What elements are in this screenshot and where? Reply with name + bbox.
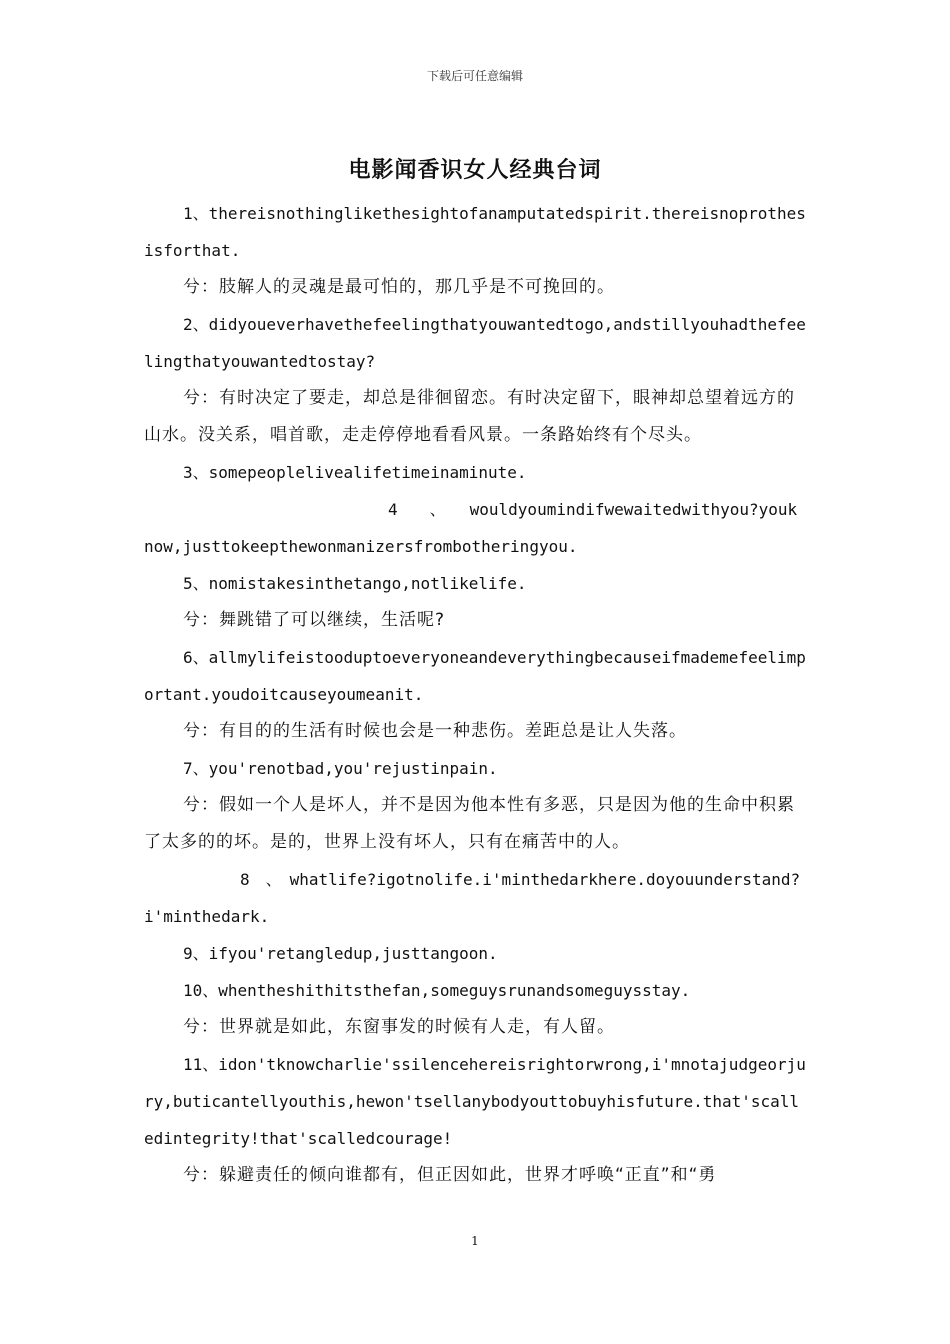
quote-6-zh: 兮：有目的的生活有时候也会是一种悲伤。差距总是让人失落。 xyxy=(183,721,687,741)
quote-6-en: 6、allmylifeistooduptoeveryoneandeverythingbecauseifmademefeelimportant.youdoitcauseyoumeanit. xyxy=(144,648,806,704)
quote-2-en: 2、didyoueverhavethefeelingthatyouwantedtogo,andstillyouhadthefeelingthatyouwantedtostay? xyxy=(144,315,806,371)
page-number: 1 xyxy=(471,1234,479,1248)
quote-3-en: 3、somepeoplelivealifetimeinaminute. xyxy=(183,463,527,482)
quote-5-en: 5、nomistakesinthetango,notlikelife. xyxy=(183,574,527,593)
quote-1-zh: 兮：肢解人的灵魂是最可怕的，那几乎是不可挽回的。 xyxy=(183,277,615,297)
quote-11-zh: 兮：躲避责任的倾向谁都有，但正因如此，世界才呼唤“正直”和“勇 xyxy=(183,1165,717,1185)
quote-1-en: 1、thereisnothinglikethesightofanamputatedspirit.thereisnoprothesisforthat. xyxy=(144,204,806,260)
quote-2-zh: 兮：有时决定了要走，却总是徘徊留恋。有时决定留下，眼神却总望着远方的山水。没关系，唱首歌，走走停停地看看风景。一条路始终有个尽头。 xyxy=(144,388,795,445)
quote-7-en: 7、you'renotbad,you'rejustinpain. xyxy=(183,759,498,778)
quote-8-en: 8 、 whatlife?igotnolife.i'minthedarkhere.doyouunderstand?i'minthedark. xyxy=(144,870,801,926)
quote-10-en: 10、whentheshithitsthefan,someguysrunandsomeguysstay. xyxy=(183,981,691,1000)
quote-7-zh: 兮：假如一个人是坏人，并不是因为他本性有多恶，只是因为他的生命中积累了太多的的坏。是的，世界上没有坏人，只有在痛苦中的人。 xyxy=(144,795,795,852)
header-note: 下载后可任意编辑 xyxy=(426,69,523,83)
quote-11-en: 11、idon'tknowcharlie'ssilencehereisrightorwrong,i'mnotajudgeorjury,buticantellyouthis,hewon'tsellanybodyouttobuyhisfuture.that'scalledintegrity!that'scalledcourage! xyxy=(144,1055,806,1148)
quote-4-en: 4 、 wouldyoumindifwewaitedwithyou?youknow,justtokeepthewonmanizersfrombotheringyou. xyxy=(144,500,798,556)
quote-10-zh: 兮：世界就是如此，东窗事发的时候有人走，有人留。 xyxy=(183,1017,615,1037)
quote-9-en: 9、ifyou'retangledup,justtangoon. xyxy=(183,944,498,963)
document-title: 电影闻香识女人经典台词 xyxy=(348,158,602,183)
quote-5-zh: 兮：舞跳错了可以继续，生活呢? xyxy=(183,610,446,630)
document-body xyxy=(144,195,806,1194)
